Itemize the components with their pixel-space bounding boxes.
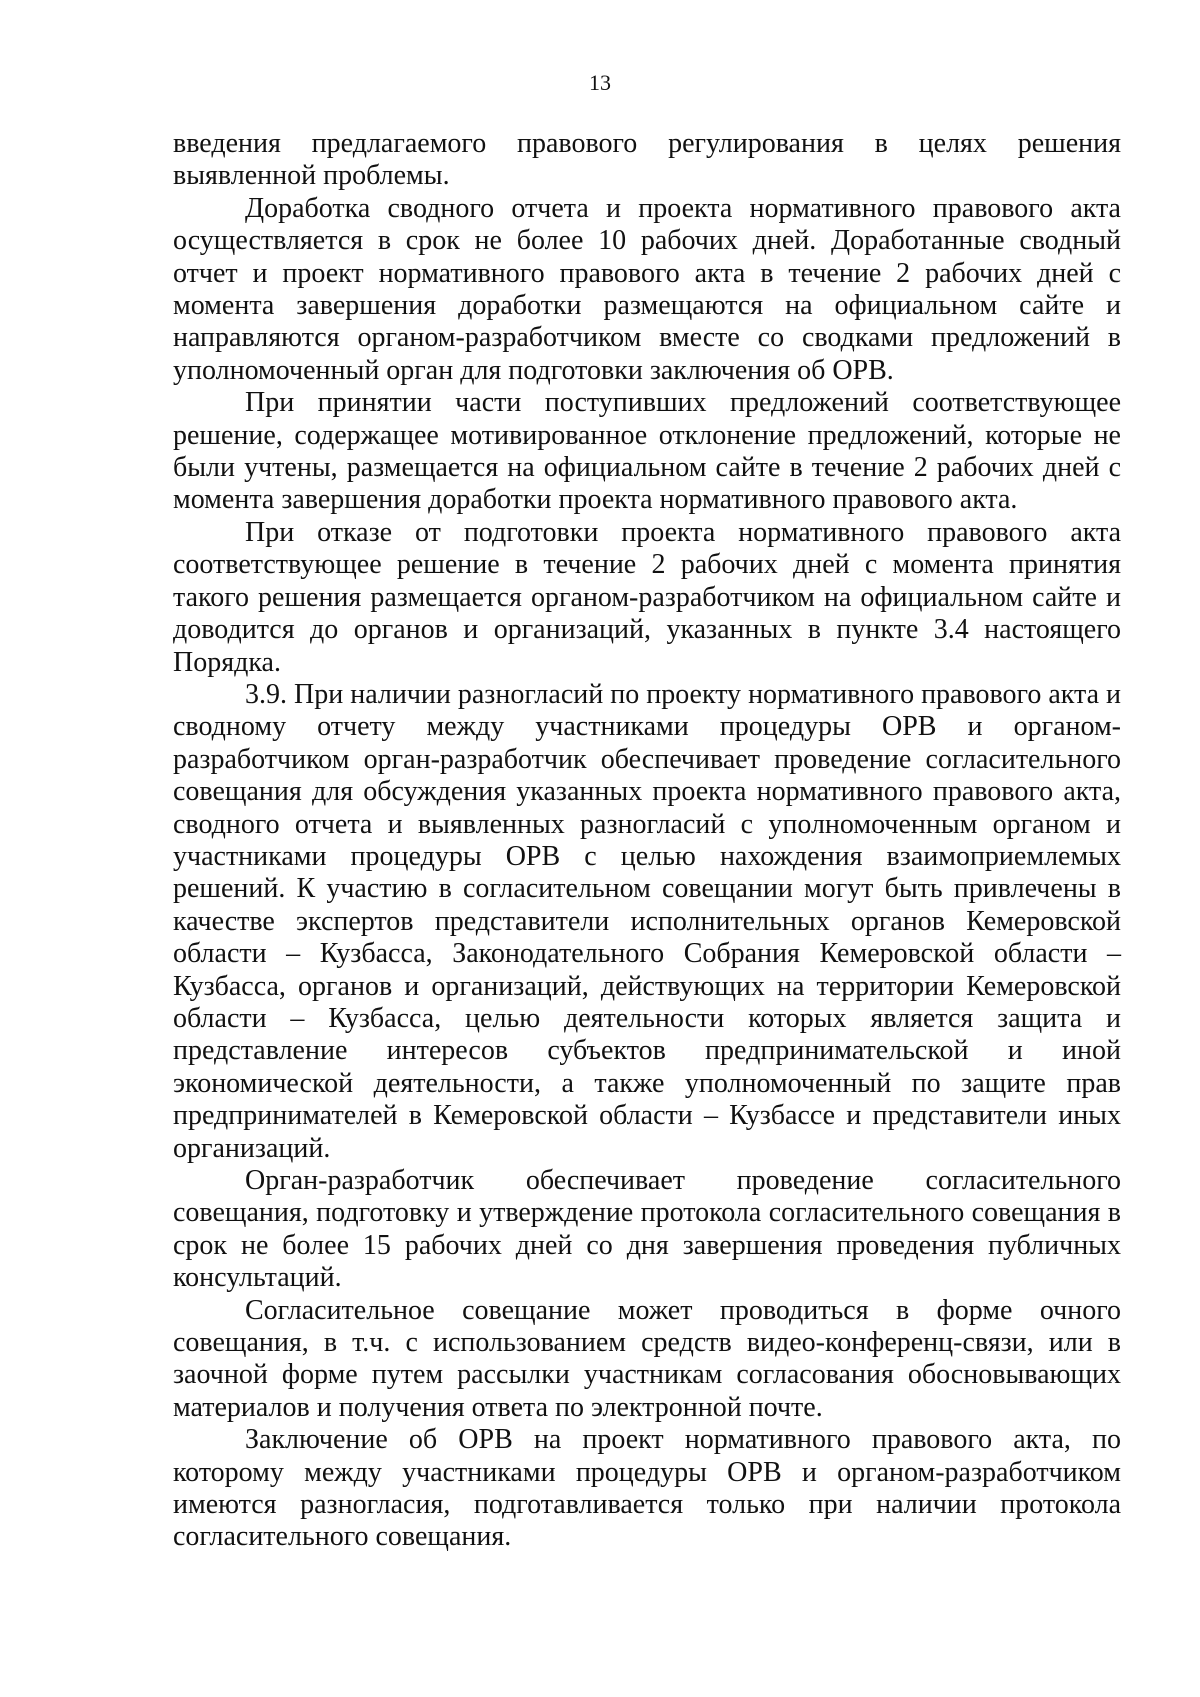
paragraph-partial-acceptance: При принятии части поступивших предложений соответствующее решение, содержащее мотивированное отклонение предложений, которые не были учтены, размещается на официальном сайте в течение 2 рабочих дней с момента завершения доработки проекта нормативного правового акта.: [173, 387, 1121, 516]
paragraph-3-9-disagreements: 3.9. При наличии разногласий по проекту нормативного правового акта и сводному отчету между участниками процедуры ОРВ и органом-разработчиком орган-разработчик обеспечивает проведение согласительного совещания для обсуждения указанных проекта нормативного правового акта, сводного отчета и выявленных разногласий с уполномоченным органом и участниками процедуры ОРВ с целью нахождения взаимоприемлемых решений. К участию в согласительном совещании могут быть привлечены в качестве экспертов представители исполнительных органов Кемеровской области – Кузбасса, Законодательного Собрания Кемеровской области – Кузбасса, органов и организаций, действующих на территории Кемеровской области – Кузбасса, целью деятельности которых является защита и представление интересов субъектов предпринимательской и иной экономической деятельности, а также уполномоченный по защите прав предпринимателей в Кемеровской области – Кузбассе и представители иных организаций.: [173, 678, 1121, 1164]
paragraph-continuation: введения предлагаемого правового регулирования в целях решения выявленной проблемы.: [173, 128, 1121, 192]
paragraph-revision-term: Доработка сводного отчета и проекта нормативного правового акта осуществляется в срок не более 10 рабочих дней. Доработанные сводный отчет и проект нормативного правового акта в течение 2 рабочих дней с момента завершения доработки размещаются на официальном сайте и направляются органом-разработчиком вместе со сводками предложений в уполномоченный орган для подготовки заключения об ОРВ.: [173, 192, 1121, 386]
page-number: 13: [589, 70, 611, 95]
paragraph-conclusion-protocol: Заключение об ОРВ на проект нормативного правового акта, по которому между участниками процедуры ОРВ и органом-разработчиком имеются разногласия, подготавливается только при наличии протокола согласительного совещания.: [173, 1424, 1121, 1553]
paragraph-refusal: При отказе от подготовки проекта нормативного правового акта соответствующее решение в течение 2 рабочих дней с момента принятия такого решения размещается органом-разработчиком на официальном сайте и доводится до органов и организаций, указанных в пункте 3.4 настоящего Порядка.: [173, 516, 1121, 678]
paragraph-meeting-form: Согласительное совещание может проводиться в форме очного совещания, в т.ч. с использованием средств видео-конференц-связи, или в заочной форме путем рассылки участникам согласования обосновывающих материалов и получения ответа по электронной почте.: [173, 1294, 1121, 1423]
paragraph-meeting-organization: Орган-разработчик обеспечивает проведение согласительного совещания, подготовку и утверждение протокола согласительного совещания в срок не более 15 рабочих дней со дня завершения проведения публичных консультаций.: [173, 1165, 1121, 1294]
document-body: [173, 128, 1121, 1554]
